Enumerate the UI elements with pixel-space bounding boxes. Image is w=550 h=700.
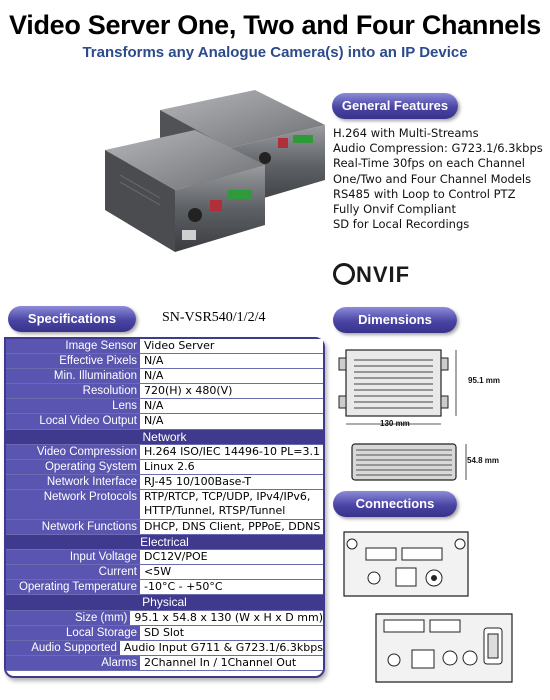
features-list bbox=[333, 126, 543, 232]
spec-row bbox=[6, 414, 323, 429]
page-title: Video Server One, Two and Four Channels bbox=[9, 10, 541, 40]
spec-label: Resolution bbox=[6, 384, 140, 398]
spec-value: RJ-45 10/100Base-T bbox=[140, 475, 323, 489]
feature-item: Audio Compression: G723.1/6.3kbps bbox=[333, 141, 543, 156]
spec-value: N/A bbox=[140, 369, 323, 383]
spec-value: <5W bbox=[140, 565, 323, 579]
feature-item: RS485 with Loop to Control PTZ bbox=[333, 186, 516, 201]
spec-value: DC12V/POE bbox=[140, 550, 323, 564]
spec-row bbox=[6, 369, 323, 384]
spec-row bbox=[6, 399, 323, 414]
spec-row bbox=[6, 580, 323, 595]
side-dimension-label: 54.8 mm bbox=[467, 456, 500, 465]
spec-value: N/A bbox=[140, 354, 323, 368]
spec-row bbox=[6, 641, 323, 656]
spec-value: Video Server bbox=[140, 339, 323, 353]
spec-row bbox=[6, 490, 323, 520]
connections-rear-panel-drawing bbox=[372, 608, 516, 688]
spec-row bbox=[6, 550, 323, 565]
spec-value: N/A bbox=[140, 414, 323, 428]
feature-item: One/Two and Four Channel Models bbox=[333, 171, 532, 186]
spec-label: Image Sensor bbox=[6, 339, 140, 353]
product-photo bbox=[100, 80, 330, 260]
spec-value: DHCP, DNS Client, PPPoE, DDNS bbox=[140, 520, 323, 534]
spec-row bbox=[6, 339, 323, 354]
spec-row bbox=[6, 460, 323, 475]
spec-value: 720(H) x 480(V) bbox=[140, 384, 323, 398]
spec-label: Audio Supported bbox=[6, 641, 120, 655]
spec-row bbox=[6, 626, 323, 641]
dimensions-top-view-drawing bbox=[336, 340, 506, 432]
spec-label: Operating Temperature bbox=[6, 580, 140, 594]
spec-value: -10°C - +50°C bbox=[140, 580, 323, 594]
spec-label: Effective Pixels bbox=[6, 354, 140, 368]
spec-row bbox=[6, 565, 323, 580]
connections-heading: Connections bbox=[333, 491, 457, 517]
spec-value: RTP/RTCP, TCP/UDP, IPv4/IPv6, HTTP/Tunnel, RTSP/Tunnel bbox=[140, 490, 323, 519]
specifications-table bbox=[4, 337, 325, 678]
spec-label: Alarms bbox=[6, 656, 140, 670]
spec-row bbox=[6, 520, 323, 535]
spec-label: Operating System bbox=[6, 460, 140, 474]
spec-label: Input Voltage bbox=[6, 550, 140, 564]
general-features-heading: General Features bbox=[332, 93, 458, 119]
spec-section-heading: Electrical bbox=[6, 535, 323, 550]
spec-label: Network Interface bbox=[6, 475, 140, 489]
spec-value: Audio Input G711 & G723.1/6.3kbps bbox=[120, 641, 323, 655]
feature-item: SD for Local Recordings bbox=[333, 217, 470, 232]
spec-row bbox=[6, 656, 323, 671]
spec-row bbox=[6, 611, 323, 626]
spec-value: Linux 2.6 bbox=[140, 460, 323, 474]
spec-section-heading: Physical bbox=[6, 595, 323, 610]
spec-value: 95.1 x 54.8 x 130 (W x H x D mm) bbox=[130, 611, 323, 625]
spec-value: H.264 ISO/IEC 14496-10 PL=3.1 bbox=[140, 445, 323, 459]
height-dimension-label: 95.1 mm bbox=[468, 376, 501, 385]
dimensions-heading: Dimensions bbox=[333, 307, 457, 333]
spec-label: Current bbox=[6, 565, 140, 579]
onvif-logo: NVIF bbox=[333, 262, 410, 288]
depth-dimension-label: 130 mm bbox=[380, 419, 410, 428]
connections-front-panel-drawing bbox=[338, 524, 474, 604]
feature-item: Fully Onvif Compliant bbox=[333, 202, 456, 217]
spec-label: Local Storage bbox=[6, 626, 140, 640]
spec-row bbox=[6, 354, 323, 369]
spec-value: SD Slot bbox=[140, 626, 323, 640]
spec-label: Local Video Output bbox=[6, 414, 140, 428]
spec-label: Video Compression bbox=[6, 445, 140, 459]
spec-row bbox=[6, 384, 323, 399]
spec-value: N/A bbox=[140, 399, 323, 413]
spec-label: Network Functions bbox=[6, 520, 140, 534]
spec-row bbox=[6, 475, 323, 490]
feature-item: H.264 with Multi-Streams bbox=[333, 126, 479, 140]
spec-label: Network Protocols bbox=[6, 490, 140, 519]
spec-label: Size (mm) bbox=[6, 611, 130, 625]
specifications-heading: Specifications bbox=[8, 306, 136, 332]
spec-label: Lens bbox=[6, 399, 140, 413]
model-number: SN-VSR540/1/2/4 bbox=[162, 310, 266, 325]
spec-value: 2Channel In / 1Channel Out bbox=[140, 656, 323, 670]
page-subtitle: Transforms any Analogue Camera(s) into an IP Device bbox=[82, 44, 468, 61]
feature-item: Real-Time 30fps on each Channel bbox=[333, 156, 525, 171]
spec-section-heading: Network bbox=[6, 430, 323, 445]
spec-label: Min. Illumination bbox=[6, 369, 140, 383]
spec-row bbox=[6, 445, 323, 460]
